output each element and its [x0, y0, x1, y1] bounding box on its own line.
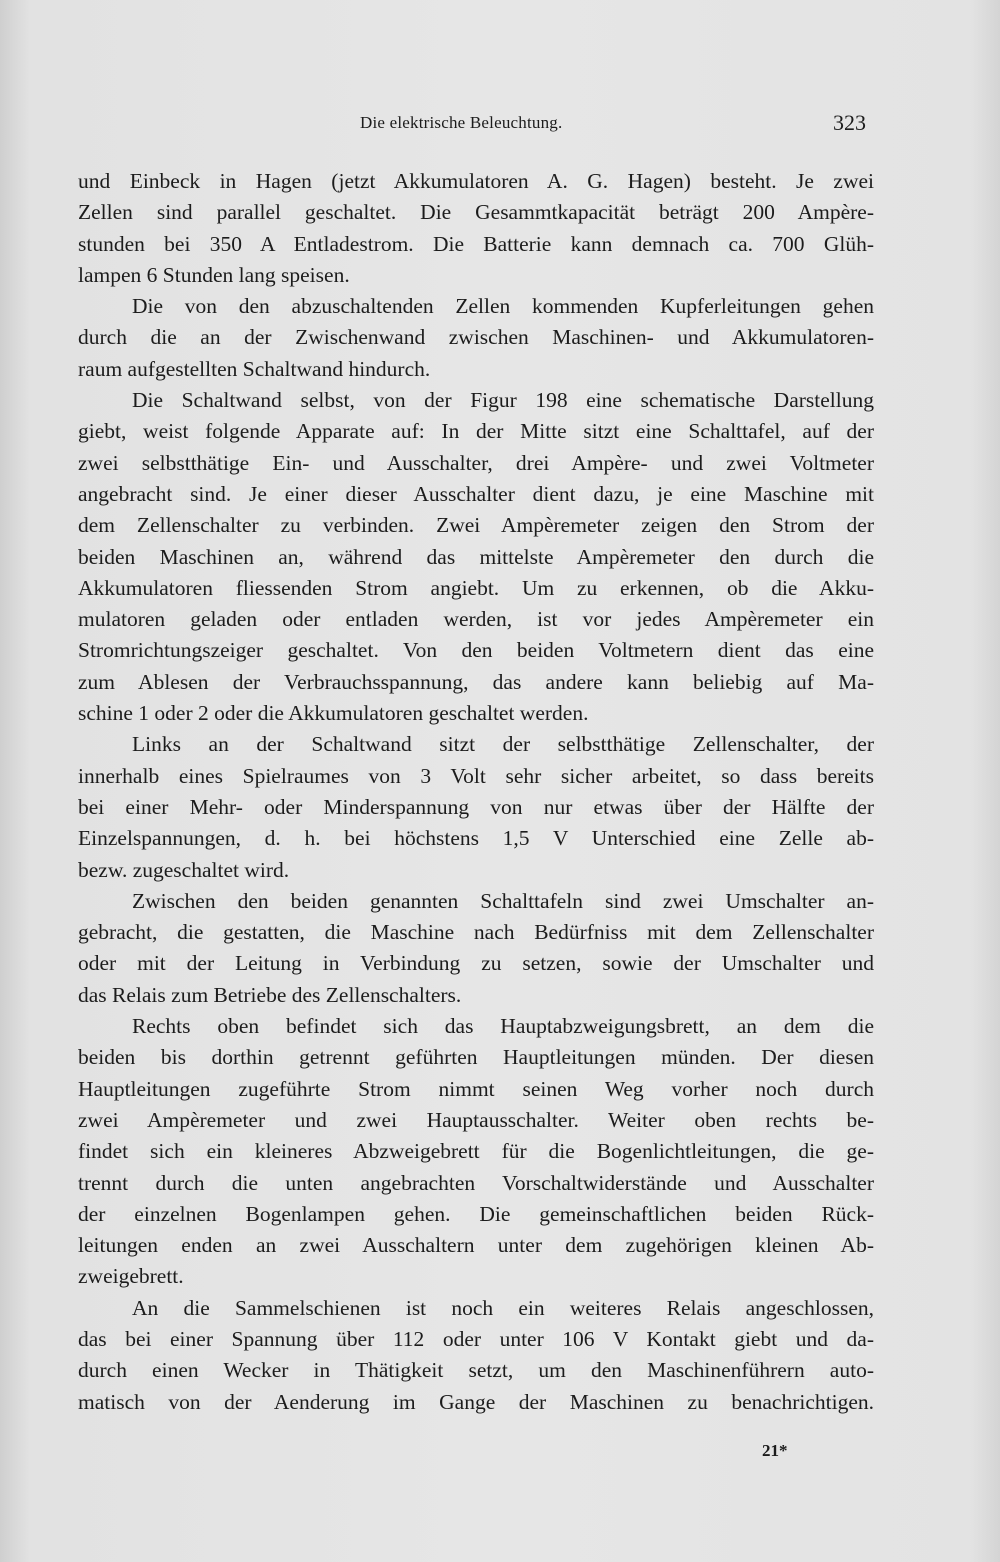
text-line: Rechts oben befindet sich das Hauptabzweigungsbrett, an dem die — [132, 1014, 874, 1039]
text-line: zweigebrett. — [78, 1264, 184, 1289]
running-title: Die elektrische Beleuchtung. — [360, 113, 563, 132]
signature-mark: 21* — [762, 1441, 788, 1460]
text-line: Zellen sind parallel geschaltet. Die Gesammtkapacität beträgt 200 Ampère- — [78, 200, 874, 225]
text-line: innerhalb eines Spielraumes von 3 Volt sehr sicher arbeitet, so dass bereits — [78, 763, 874, 788]
text-line: mulatoren geladen oder entladen werden, ist vor jedes Ampèremeter ein — [78, 607, 874, 632]
text-line: gebracht, die gestatten, die Maschine nach Bedürfniss mit dem Zellenschalter — [78, 920, 874, 945]
text-line: zwei Ampèremeter und zwei Hauptausschalter. Weiter oben rechts be- — [78, 1107, 874, 1132]
text-line: matisch von der Aenderung im Gange der Maschinen zu benachrichtigen. — [78, 1389, 874, 1414]
text-line: dem Zellenschalter zu verbinden. Zwei Ampèremeter zeigen den Strom der — [78, 513, 874, 538]
text-line: oder mit der Leitung in Verbindung zu setzen, sowie der Umschalter und — [78, 951, 874, 976]
page-number: 323 — [833, 110, 866, 135]
body-text — [78, 166, 874, 1418]
text-line: bezw. zugeschaltet wird. — [78, 857, 290, 882]
text-line: Akkumulatoren fliessenden Strom angiebt. Um zu erkennen, ob die Akku- — [78, 575, 874, 600]
text-line: lampen 6 Stunden lang speisen. — [78, 262, 350, 287]
text-line: Einzelspannungen, d. h. bei höchstens 1,5 V Unterschied eine Zelle ab- — [78, 826, 874, 851]
text-line: beiden bis dorthin getrennt geführten Hauptleitungen münden. Der diesen — [78, 1045, 874, 1070]
text-line: bei einer Mehr- oder Minderspannung von nur etwas über der Hälfte der — [78, 794, 874, 819]
text-line: leitungen enden an zwei Ausschaltern unter dem zugehörigen kleinen Ab- — [78, 1233, 874, 1258]
text-line: und Einbeck in Hagen (jetzt Akkumulatoren A. G. Hagen) besteht. Je zwei — [78, 169, 874, 193]
text-line: stunden bei 350 A Entladestrom. Die Batterie kann demnach ca. 700 Glüh- — [78, 231, 874, 256]
text-line: raum aufgestellten Schaltwand hindurch. — [78, 356, 431, 381]
text-line: durch die an der Zwischenwand zwischen Maschinen- und Akkumulatoren- — [78, 325, 874, 350]
text-line: der einzelnen Bogenlampen gehen. Die gemeinschaftlichen beiden Rück- — [78, 1201, 874, 1226]
text-line: das Relais zum Betriebe des Zellenschalters. — [78, 982, 462, 1007]
text-line: schine 1 oder 2 oder die Akkumulatoren geschaltet werden. — [78, 701, 589, 726]
text-line: das bei einer Spannung über 112 oder unter 106 V Kontakt giebt und da- — [78, 1326, 874, 1351]
text-line: giebt, weist folgende Apparate auf: In der Mitte sitzt eine Schalttafel, auf der — [78, 419, 874, 444]
text-line: durch einen Wecker in Thätigkeit setzt, um den Maschinenführern auto- — [78, 1358, 874, 1383]
text-line: angebracht sind. Je einer dieser Ausschalter dient dazu, je eine Maschine mit — [78, 481, 874, 506]
text-line: trennt durch die unten angebrachten Vorschaltwiderstände und Ausschalter — [78, 1170, 874, 1195]
text-line: Zwischen den beiden genannten Schalttafeln sind zwei Umschalter an- — [132, 888, 874, 913]
text-line: Stromrichtungszeiger geschaltet. Von den beiden Voltmetern dient das eine — [78, 638, 874, 663]
text-line: findet sich ein kleineres Abzweigebrett für die Bogenlichtleitungen, die ge- — [78, 1139, 874, 1164]
text-line: Die von den abzuschaltenden Zellen kommenden Kupferleitungen gehen — [132, 294, 874, 319]
text-line: Die Schaltwand selbst, von der Figur 198 eine schematische Darstellung — [132, 388, 874, 413]
text-line: beiden Maschinen an, während das mittelste Ampèremeter den durch die — [78, 544, 874, 569]
text-line: Links an der Schaltwand sitzt der selbstthätige Zellenschalter, der — [132, 732, 874, 757]
text-line: An die Sammelschienen ist noch ein weiteres Relais angeschlossen, — [132, 1295, 874, 1320]
text-line: zwei selbstthätige Ein- und Ausschalter, drei Ampère- und zwei Voltmeter — [78, 450, 874, 475]
text-line: Hauptleitungen zugeführte Strom nimmt seinen Weg vorher noch durch — [78, 1076, 874, 1101]
text-line: zum Ablesen der Verbrauchsspannung, das andere kann beliebig auf Ma- — [78, 669, 874, 694]
